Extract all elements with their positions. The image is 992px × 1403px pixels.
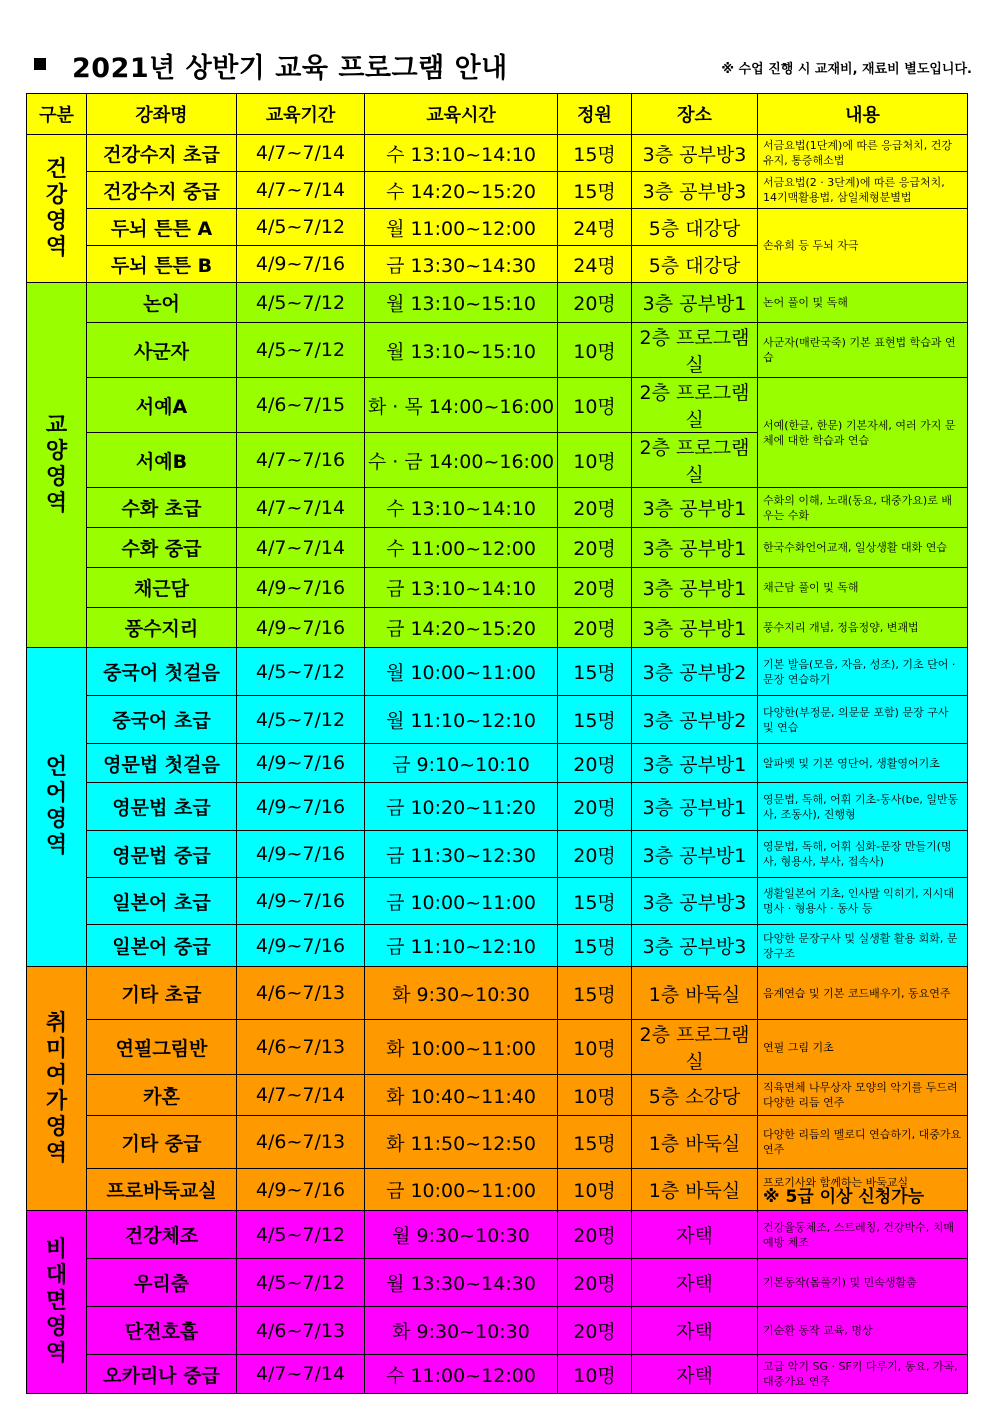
course-capacity: 20명 xyxy=(558,488,632,528)
page-title: 2021년 상반기 교육 프로그램 안내 xyxy=(72,53,508,84)
course-time: 화 9:30~10:30 xyxy=(365,967,558,1020)
course-period: 4/9~7/16 xyxy=(237,831,365,878)
course-content xyxy=(758,925,968,967)
course-place: 3층 공부방3 xyxy=(632,172,758,209)
course-place: 3층 공부방1 xyxy=(632,568,758,608)
course-name: 프로바둑교실 xyxy=(87,1169,237,1211)
course-capacity: 24명 xyxy=(558,209,632,246)
course-capacity: 15명 xyxy=(558,967,632,1020)
course-content xyxy=(758,528,968,568)
course-name: 서예B xyxy=(87,433,237,488)
course-capacity: 10명 xyxy=(558,433,632,488)
table-row xyxy=(27,1169,968,1211)
course-content xyxy=(758,209,968,283)
course-content xyxy=(758,172,968,209)
category-label: 취미여가영역 xyxy=(45,1010,68,1166)
course-time: 화 · 목 14:00~16:00 xyxy=(365,378,558,433)
course-period: 4/7~7/14 xyxy=(237,1075,365,1116)
course-name: 기타 초급 xyxy=(87,967,237,1020)
category-label: 언어영역 xyxy=(45,755,68,858)
course-content-text: 풍수지리 개념, 정음정양, 변괘법 xyxy=(763,621,919,634)
table-row xyxy=(27,648,968,696)
course-content-text: 다양한(부정문, 의문문 포함) 문장 구사 및 연습 xyxy=(763,705,949,734)
category-cell xyxy=(27,648,87,967)
course-content xyxy=(758,283,968,323)
course-content-text: 수화의 이해, 노래(동요, 대중가요)로 배우는 수화 xyxy=(763,493,952,522)
table-row xyxy=(27,831,968,878)
course-name: 단전호흡 xyxy=(87,1307,237,1355)
course-time: 금 13:30~14:30 xyxy=(365,246,558,283)
course-time: 수 11:00~12:00 xyxy=(365,1355,558,1394)
course-period: 4/6~7/13 xyxy=(237,1116,365,1169)
course-place: 3층 공부방3 xyxy=(632,925,758,967)
course-time: 수 13:10~14:10 xyxy=(365,488,558,528)
course-time: 금 14:20~15:20 xyxy=(365,608,558,648)
course-content-text: 채근담 풀이 및 독해 xyxy=(763,581,859,594)
course-content xyxy=(758,1259,968,1307)
table-row xyxy=(27,1020,968,1075)
course-time: 월 11:10~12:10 xyxy=(365,696,558,744)
square-bullet-icon xyxy=(34,58,46,70)
course-capacity: 15명 xyxy=(558,696,632,744)
course-content xyxy=(758,1020,968,1075)
course-capacity: 20명 xyxy=(558,608,632,648)
table-header-row xyxy=(27,94,968,135)
course-capacity: 10명 xyxy=(558,323,632,378)
table-row xyxy=(27,172,968,209)
course-period: 4/9~7/16 xyxy=(237,783,365,831)
course-place: 3층 공부방2 xyxy=(632,696,758,744)
course-time: 수 11:00~12:00 xyxy=(365,528,558,568)
table-row xyxy=(27,1075,968,1116)
course-time: 월 10:00~11:00 xyxy=(365,648,558,696)
course-time: 금 11:10~12:10 xyxy=(365,925,558,967)
table-row xyxy=(27,283,968,323)
category-cell xyxy=(27,967,87,1211)
table-row xyxy=(27,1211,968,1259)
course-name: 두뇌 튼튼 A xyxy=(87,209,237,246)
course-period: 4/7~7/14 xyxy=(237,135,365,172)
course-period: 4/9~7/16 xyxy=(237,608,365,648)
course-capacity: 20명 xyxy=(558,528,632,568)
course-name: 영문법 첫걸음 xyxy=(87,744,237,783)
course-name: 건강체조 xyxy=(87,1211,237,1259)
course-name: 채근담 xyxy=(87,568,237,608)
course-content xyxy=(758,135,968,172)
course-name: 영문법 중급 xyxy=(87,831,237,878)
course-time: 금 13:10~14:10 xyxy=(365,568,558,608)
course-content-text: 알파벳 및 기본 영단어, 생활영어기초 xyxy=(763,756,940,770)
course-period: 4/7~7/14 xyxy=(237,172,365,209)
course-place: 자택 xyxy=(632,1355,758,1394)
course-content-text: 손유희 등 두뇌 자극 xyxy=(763,239,859,252)
course-period: 4/9~7/16 xyxy=(237,878,365,925)
course-content-text: 고급 악기 SG · SF키 다루기, 동요, 가곡, 대중가요 연주 xyxy=(763,1360,958,1388)
course-place: 2층 프로그램실 xyxy=(632,433,758,488)
col-header-place: 장소 xyxy=(632,94,758,135)
col-header-course: 강좌명 xyxy=(87,94,237,135)
course-capacity: 10명 xyxy=(558,1075,632,1116)
course-content xyxy=(758,378,968,488)
course-content xyxy=(758,1211,968,1259)
course-content xyxy=(758,1169,968,1211)
course-name: 수화 중급 xyxy=(87,528,237,568)
course-name: 건강수지 중급 xyxy=(87,172,237,209)
course-time: 월 11:00~12:00 xyxy=(365,209,558,246)
course-content xyxy=(758,831,968,878)
course-period: 4/5~7/12 xyxy=(237,1211,365,1259)
course-time: 화 10:40~11:40 xyxy=(365,1075,558,1116)
table-row xyxy=(27,744,968,783)
course-capacity: 20명 xyxy=(558,783,632,831)
course-period: 4/6~7/13 xyxy=(237,1307,365,1355)
course-name: 두뇌 튼튼 B xyxy=(87,246,237,283)
course-place: 3층 공부방3 xyxy=(632,878,758,925)
course-capacity: 20명 xyxy=(558,568,632,608)
course-content-text: 직육면체 나무상자 모양의 악기를 두드려 다양한 리듬 연주 xyxy=(763,1081,958,1109)
course-place: 5층 대강당 xyxy=(632,246,758,283)
course-place: 3층 공부방1 xyxy=(632,283,758,323)
course-content xyxy=(758,488,968,528)
course-content xyxy=(758,323,968,378)
course-name: 사군자 xyxy=(87,323,237,378)
course-capacity: 20명 xyxy=(558,1307,632,1355)
course-content-text: 논어 풀이 및 독해 xyxy=(763,296,848,309)
course-capacity: 15명 xyxy=(558,135,632,172)
course-capacity: 10명 xyxy=(558,1020,632,1075)
course-name: 일본어 초급 xyxy=(87,878,237,925)
course-place: 2층 프로그램실 xyxy=(632,323,758,378)
course-place: 3층 공부방1 xyxy=(632,488,758,528)
course-place: 3층 공부방1 xyxy=(632,744,758,783)
course-name: 일본어 중급 xyxy=(87,925,237,967)
course-period: 4/5~7/12 xyxy=(237,648,365,696)
course-content xyxy=(758,744,968,783)
course-content-text: 프로기사와 함께하는 바둑교실 xyxy=(763,1175,909,1189)
course-time: 월 9:30~10:30 xyxy=(365,1211,558,1259)
course-period: 4/5~7/12 xyxy=(237,323,365,378)
course-time: 월 13:30~14:30 xyxy=(365,1259,558,1307)
course-period: 4/5~7/12 xyxy=(237,283,365,323)
category-cell xyxy=(27,135,87,283)
course-content-text: 영문법, 독해, 어휘 심화-문장 만들기(명사, 형용사, 부사, 접속사) xyxy=(763,840,952,868)
table-row xyxy=(27,925,968,967)
course-capacity: 15명 xyxy=(558,878,632,925)
course-content-text: 서금요법(2 · 3단계)에 따른 응급처치, 14기맥활용법, 삼일체형분별법 xyxy=(763,176,945,204)
course-capacity: 20명 xyxy=(558,1211,632,1259)
course-name: 풍수지리 xyxy=(87,608,237,648)
col-header-capacity: 정원 xyxy=(558,94,632,135)
course-capacity: 15명 xyxy=(558,925,632,967)
course-capacity: 10명 xyxy=(558,1169,632,1211)
course-name: 수화 초급 xyxy=(87,488,237,528)
course-period: 4/9~7/16 xyxy=(237,925,365,967)
course-content-text: 연필 그림 기초 xyxy=(763,1040,834,1054)
course-time: 월 13:10~15:10 xyxy=(365,283,558,323)
category-label: 교양영역 xyxy=(45,413,68,516)
course-place: 자택 xyxy=(632,1259,758,1307)
course-content-text: 사군자(매란국죽) 기본 표현법 학습과 연습 xyxy=(763,336,956,364)
course-capacity: 10명 xyxy=(558,378,632,433)
course-place: 1층 바둑실 xyxy=(632,1116,758,1169)
course-name: 오카리나 중급 xyxy=(87,1355,237,1394)
course-capacity: 10명 xyxy=(558,1355,632,1394)
course-time: 화 9:30~10:30 xyxy=(365,1307,558,1355)
course-content xyxy=(758,967,968,1020)
course-period: 4/6~7/15 xyxy=(237,378,365,433)
course-place: 2층 프로그램실 xyxy=(632,378,758,433)
table-row xyxy=(27,488,968,528)
course-place: 3층 공부방1 xyxy=(632,783,758,831)
course-period: 4/5~7/12 xyxy=(237,1259,365,1307)
col-header-period: 교육기간 xyxy=(237,94,365,135)
table-row xyxy=(27,1259,968,1307)
course-time: 금 10:20~11:20 xyxy=(365,783,558,831)
course-capacity: 20명 xyxy=(558,1259,632,1307)
course-name: 우리춤 xyxy=(87,1259,237,1307)
course-content xyxy=(758,1075,968,1116)
col-header-content: 내용 xyxy=(758,94,968,135)
table-row xyxy=(27,696,968,744)
course-period: 4/6~7/13 xyxy=(237,1020,365,1075)
table-row xyxy=(27,608,968,648)
course-period: 4/5~7/12 xyxy=(237,696,365,744)
course-content-text: 생활일본어 기초, 인사말 익히기, 지시대명사 · 형용사 · 동사 등 xyxy=(763,887,954,915)
course-content xyxy=(758,1116,968,1169)
course-time: 금 10:00~11:00 xyxy=(365,1169,558,1211)
fee-note: ※ 수업 진행 시 교재비, 재료비 별도입니다. xyxy=(721,62,972,77)
table-row xyxy=(27,878,968,925)
course-content-text: 서예(한글, 한문) 기본자세, 여러 가지 문체에 대한 학습과 연습 xyxy=(763,418,956,447)
course-content-emphasis: ※ 5급 이상 신청가능 xyxy=(763,1186,925,1207)
title-row xyxy=(28,44,972,84)
table-row xyxy=(27,1307,968,1355)
table-row xyxy=(27,323,968,378)
course-capacity: 15명 xyxy=(558,172,632,209)
course-name: 카혼 xyxy=(87,1075,237,1116)
course-name: 영문법 초급 xyxy=(87,783,237,831)
course-capacity: 15명 xyxy=(558,648,632,696)
course-period: 4/9~7/16 xyxy=(237,568,365,608)
course-time: 화 10:00~11:00 xyxy=(365,1020,558,1075)
course-capacity: 24명 xyxy=(558,246,632,283)
course-content-text: 한국수화언어교재, 일상생활 대화 연습 xyxy=(763,541,948,554)
course-content xyxy=(758,1307,968,1355)
course-content-text: 기순환 동작 교육, 명상 xyxy=(763,1324,873,1337)
course-time: 수 · 금 14:00~16:00 xyxy=(365,433,558,488)
course-name: 중국어 첫걸음 xyxy=(87,648,237,696)
course-place: 3층 공부방3 xyxy=(632,135,758,172)
course-place: 3층 공부방2 xyxy=(632,648,758,696)
table-row xyxy=(27,1116,968,1169)
course-content-text: 건강율동체조, 스트레칭, 건강박수, 치매예방 체조 xyxy=(763,1220,954,1249)
course-time: 금 9:10~10:10 xyxy=(365,744,558,783)
course-content xyxy=(758,878,968,925)
course-time: 금 11:30~12:30 xyxy=(365,831,558,878)
course-content xyxy=(758,696,968,744)
program-table xyxy=(26,93,968,1394)
category-cell xyxy=(27,1211,87,1394)
table-row xyxy=(27,967,968,1020)
course-period: 4/7~7/16 xyxy=(237,433,365,488)
category-cell xyxy=(27,283,87,648)
course-name: 기타 중급 xyxy=(87,1116,237,1169)
table-row xyxy=(27,528,968,568)
course-place: 1층 바둑실 xyxy=(632,1169,758,1211)
course-content-text: 기본 발음(모음, 자음, 성조), 기초 단어 · 문장 연습하기 xyxy=(763,657,956,686)
course-name: 중국어 초급 xyxy=(87,696,237,744)
course-time: 수 13:10~14:10 xyxy=(365,135,558,172)
course-place: 3층 공부방1 xyxy=(632,528,758,568)
course-period: 4/5~7/12 xyxy=(237,209,365,246)
course-place: 자택 xyxy=(632,1211,758,1259)
course-content-text: 다양한 리듬의 멜로디 연습하기, 대중가요 연주 xyxy=(763,1128,962,1156)
col-header-category: 구분 xyxy=(27,94,87,135)
course-content-text: 음계연습 및 기본 코드배우기, 동요연주 xyxy=(763,986,951,1000)
col-header-time: 교육시간 xyxy=(365,94,558,135)
course-place: 자택 xyxy=(632,1307,758,1355)
course-name: 연필그림반 xyxy=(87,1020,237,1075)
course-time: 수 14:20~15:20 xyxy=(365,172,558,209)
table-row xyxy=(27,783,968,831)
table-row xyxy=(27,135,968,172)
course-name: 서예A xyxy=(87,378,237,433)
course-time: 금 10:00~11:00 xyxy=(365,878,558,925)
course-place: 2층 프로그램실 xyxy=(632,1020,758,1075)
course-place: 1층 바둑실 xyxy=(632,967,758,1020)
table-row xyxy=(27,1355,968,1394)
course-content-text: 서금요법(1단계)에 따른 응급처치, 건강유지, 통증해소법 xyxy=(763,139,952,167)
course-name: 건강수지 초급 xyxy=(87,135,237,172)
course-capacity: 15명 xyxy=(558,1116,632,1169)
course-place: 3층 공부방1 xyxy=(632,608,758,648)
course-period: 4/9~7/16 xyxy=(237,1169,365,1211)
course-capacity: 20명 xyxy=(558,283,632,323)
table-row xyxy=(27,378,968,433)
course-period: 4/7~7/14 xyxy=(237,528,365,568)
course-capacity: 20명 xyxy=(558,831,632,878)
table-row xyxy=(27,209,968,246)
course-period: 4/9~7/16 xyxy=(237,246,365,283)
course-place: 5층 소강당 xyxy=(632,1075,758,1116)
course-content xyxy=(758,608,968,648)
course-place: 5층 대강당 xyxy=(632,209,758,246)
course-capacity: 20명 xyxy=(558,744,632,783)
course-content xyxy=(758,1355,968,1394)
course-time: 화 11:50~12:50 xyxy=(365,1116,558,1169)
course-name: 논어 xyxy=(87,283,237,323)
course-content-text: 기본동작(몸풀기) 및 민속생활춤 xyxy=(763,1276,917,1289)
course-content-text: 다양한 문장구사 및 실생활 활용 회화, 문장구조 xyxy=(763,931,958,960)
course-content xyxy=(758,783,968,831)
course-period: 4/6~7/13 xyxy=(237,967,365,1020)
course-period: 4/7~7/14 xyxy=(237,488,365,528)
category-label: 건강영역 xyxy=(45,156,68,260)
course-period: 4/7~7/14 xyxy=(237,1355,365,1394)
course-time: 월 13:10~15:10 xyxy=(365,323,558,378)
course-period: 4/9~7/16 xyxy=(237,744,365,783)
course-content-text: 영문법, 독해, 어휘 기초-동사(be, 일반동사, 조동사), 진행형 xyxy=(763,792,959,821)
table-row xyxy=(27,568,968,608)
table-body xyxy=(27,135,968,1394)
course-content xyxy=(758,648,968,696)
category-label: 비대면영역 xyxy=(45,1237,68,1366)
course-content xyxy=(758,568,968,608)
course-place: 3층 공부방1 xyxy=(632,831,758,878)
